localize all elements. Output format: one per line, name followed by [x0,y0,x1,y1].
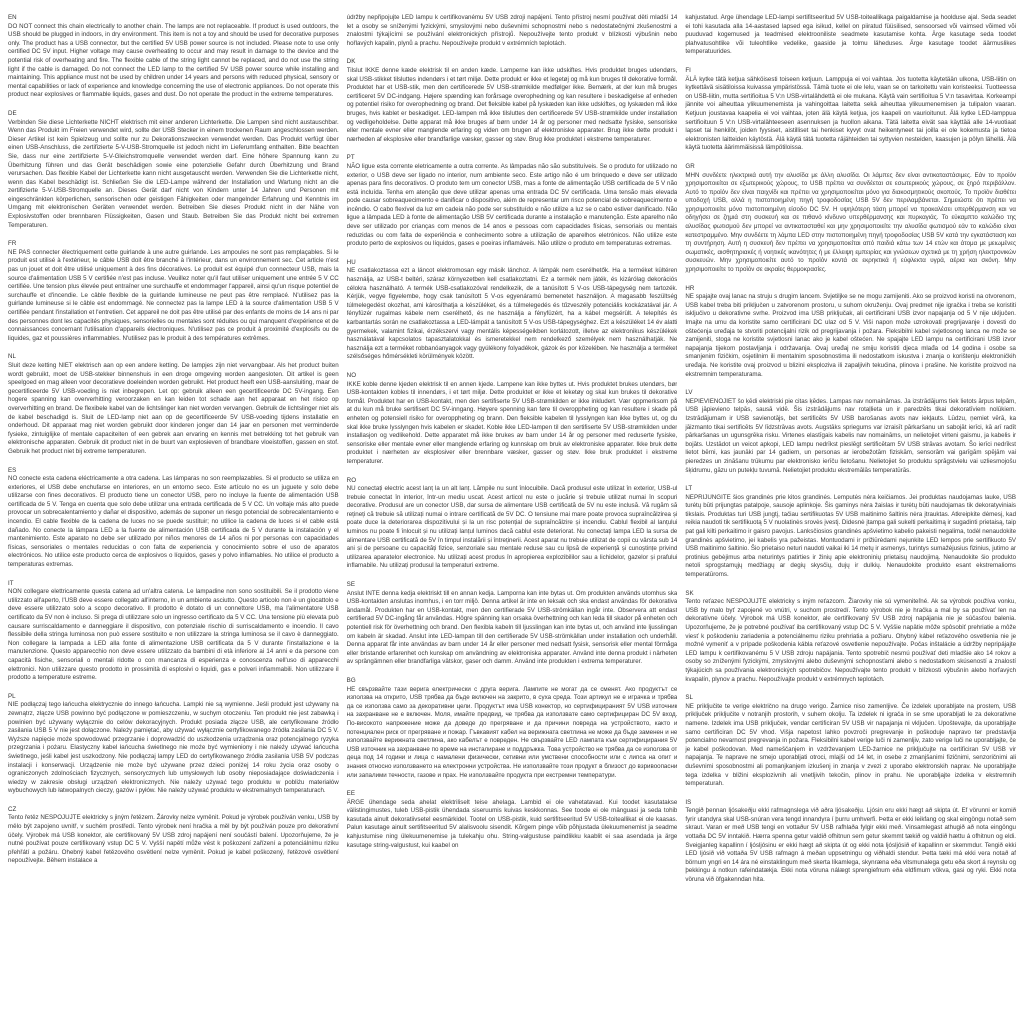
language-code: SK [685,589,694,597]
language-section [8,240,339,343]
language-section [685,389,1016,475]
warning-text: ΜΗΝ συνδέετε ηλεκτρικά αυτή την αλυσίδα με άλλη αλυσίδα. Οι λάμπες δεν είναι αντικαταστάσιμες. Εάν το προϊόν χρησιμοποιείται σε εξωτερικούς χώρους, το USB πρέπει να συνδέεται σε εσωτερικούς χώρους, σε ξηρό περιβάλλον. Αυτό το προϊόν δεν είναι παιχνίδι και πρέπει να χρησιμοποιείται μόνο για διακοσμητικούς σκοπούς. Το προϊόν διαθέτει υποδοχή USB, αλλά η πιστοποιημένη πηγή τροφοδοσίας USB 5V δεν περιλαμβάνεται. Σημειώστε ότι πρέπει να χρησιμοποιείτε μόνο πιστοποιημένη είσοδο DC 5V. Η υψηλότερη τάση μπορεί να προκαλέσει υπερθέρμανση και να οδηγήσει σε ζημιά στη συσκευή και σε πιθανό κίνδυνο υπερθέρμανσης και πυρκαγιάς. Το εύκαμπτο καλώδιο της αλυσίδας φωτισμού δεν μπορεί να αντικατασταθεί και μην χρησιμοποιείτε την αλυσίδα φωτισμού εάν το καλώδιο είναι κατεστραμμένο. Μην συνδέετε τη λάμπα LED στην πιστοποιημένη πηγή τροφοδοσίας USB 5V κατά την εγκατάσταση και τη συντήρηση. Αυτή η συσκευή δεν πρέπει να χρησιμοποιείται από παιδιά κάτω των 14 ετών και άτομα με μειωμένες σωματικές, αισθητηριακές ή νοητικές ικανότητες ή με έλλειψη εμπειρίας και γνώσεων σχετικά με τη χρήση ηλεκτρονικών συσκευών. Μην χρησιμοποιείτε αυτό το προϊόν κοντά σε εκρηκτικά ή εύφλεκτα υγρά, αέρια και σκόνη. Μην χρησιμοποιείτε το προϊόν σε ακραίες θερμοκρασίες. [685,171,1017,274]
warning-text: údržby nepřipojujte LED lampu k certifikovanému 5V USB zdroji napájení. Tento přístroj nesmí používat děti mladší 14 let a osoby se sníženými fyzickými, smyslovými nebo duševními schopnostmi nebo s nedostatečnými zkušenostmi a znalostmi týkajícími se používání elektronických přístrojů. Nepoužívejte tento produkt v blízkosti výbušnin nebo hořlavých kapalin, plynů a prachu. Nepoužívejte produkt v extrémních teplotách. [346,14,678,47]
language-section [685,590,1016,685]
language-section [8,693,339,796]
language-section [685,14,1016,57]
language-code: EE [346,790,356,798]
language-code: DK [346,58,356,66]
warning-text: Tento řetěz NESPOJUJTE elektricky s jiným řetězem. Žárovky nelze vyměnit. Pokud je výrobek používán venku, USB by mělo být zapojeno uvnitř, v suchém prostředí. Tento výrobek není hračka a měl by být používán pouze pro dekorativní účely. Výrobek má USB konektor, ale certifikovaný 5V USB zdroj napájení není součástí balení. Upozorňujeme, že je nutné používat pouze certifikovaný vstup DC 5 V. Vyšší napětí může vést k poškození zařízení a potenciálnímu riziku přehřátí a požáru. Ohebný kabel řetězového osvětlení nelze vyměnit. Pokud je kabel poškozený, řetězové osvětlení nepoužívejte. Během instalace a [8,814,339,865]
language-code: SE [346,581,356,589]
warning-text: NON collegare elettricamente questa catena ad un'altra catena. Le lampadine non sono sostituibili. Se il prodotto viene utilizzato all'aperto, l'USB deve essere collegato all'interno, in un ambiente asciutto. Questo articolo non è un giocattolo e deve essere utilizzato solo a scopo decorativo. Il prodotto è dotato di un connettore USB, ma l'alimentatore USB certificato da 5V non è incluso. Si prega di utilizzare solo un ingresso certificato da 5 V CC. Una tensione più elevata può causare surriscaldamento e danneggiare il dispositivo, con potenziale rischio di surriscaldamento e incendio. Il cavo flessibile della stringa luminosa non può essere sostituito e non utilizzare la stringa luminosa se il cavo è danneggiato. Non collegare la lampada a LED alla fonte di alimentazione USB certificata da 5 V durante l'installazione e la manutenzione. Questo apparecchio non deve essere utilizzato da bambini di età inferiore ai 14 anni e da persone con capacità fisiche, sensoriali o mentali ridotte o con mancanza di esperienza e conoscenza nell'uso di apparecchi elettronici. Non utilizzare questo prodotto in prossimità di esplosivi o liquidi, gas e polveri infiammabili. Non utilizzare il prodotto a temperature estreme. [8,588,339,682]
warning-text: NE PAS connecter électriquement cette guirlande à une autre guirlande. Les ampoules ne sont pas remplaçables. Si le produit est utilisé à l'extérieur, le câble USB doit être branché à l'intérieur, dans un environnement sec. Cet article n'est pas un jouet et doit être utilisé uniquement à des fins décoratives. Le produit est équipé d'un connecteur USB, mais la source d'alimentation USB 5 V certifiée n'est pas incluse. Veuillez noter qu'il faut utiliser uniquement une entrée 5 V CC certifiée. Une tension plus élevée peut entraîner une surchauffe et endommager l'appareil, ainsi qu'un risque potentiel de surchauffe et d'incendie. Le câble flexible de la guirlande lumineuse ne peut pas être remplacé. N'utilisez pas la guirlande lumineuse si le câble est endommagé. Ne connectez pas la lampe LED à la source d'alimentation USB 5 V certifiée pendant l'installation et l'entretien. Cet appareil ne doit pas être utilisé par des enfants de moins de 14 ans ni par des personnes dont les capacités physiques, sensorielles ou mentales sont réduites ou qui manquent d'expérience et de connaissances concernant l'utilisation d'appareils électroniques. N'utilisez pas ce produit à proximité d'explosifs ou de liquides, gaz et poussières inflammables. N'utilisez pas le produit à des températures extrêmes. [8,248,339,342]
language-code: FR [8,240,17,248]
warning-text: DO NOT connect this chain electrically to another chain. The lamps are not replaceable. If product is used outdoors, the USB should be plugged in indoors, in dry environment. This item is not a toy and should be used for decorative purposes only. The product has a USB connector, but the certified 5V USB power source is not included. Please note to use only certified DC 5V input. Higher voltage may cause overheating to occur and may result in damage to the device and the potential risk of overheating and fire. The flexible cable of the string light cannot be replaced, and do not use the string light if the cable is damaged. Do not connect the LED lamp to the certified 5V USB power source while installing and maintaining. This appliance must not be used by children under 14 years and persons with reduced physical, sensory or mental capabilities or lack of experience and knowledge concerning the use of electronic appliances. Do not operate this product near explosives or flammable liquids, gases and dust. Do not operate the product in the extreme temperatures. [8,22,339,99]
language-code: SL [685,694,694,702]
language-section [347,677,678,780]
language-code: PT [346,154,355,162]
language-section [8,353,339,456]
language-section [685,163,1016,275]
warning-text: ÄRGE ühendage seda ahelat elektriliselt teise ahelaga. Lambid ei ole vahetatavad. Kui toodet kasutatakse välistingimustes, tuleb USB-pistik ühendada siseruumis kuivas keskkonnas. See toode ei ole mänguasi ja seda tohib kasutada ainult dekoratiivsetel eesmärkidel. Tootel on USB-pistik, kuid sertifitseeritud 5V USB-toiteallikat ei ole kaasas. Palun kasutage ainult sertifitseeritud 5V alalisvoolu sisendit. Kõrgem pinge võib põhjustada ülekuumenemist ja seadme kahjustumise ning ülekuumenemise ja tulekahju ohu. String-valgustuse paindlikku kaablit ei saa asendada ja ärge kasutage string-valgustust, kui kaabel on [346,798,678,849]
column-2 [347,14,678,1018]
language-section [8,467,339,570]
language-code: NL [8,353,17,361]
warning-text: Sluit deze ketting NIET elektrisch aan op een andere ketting. De lampjes zijn niet vervangbaar. Als het product buiten wordt gebruikt, moet de USB-stekker binnenshuis in een droge omgeving worden aangesloten. Dit artikel is geen speelgoed en mag alleen voor decoratieve doeleinden worden gebruikt. Het product heeft een USB-aansluiting, maar de gecertificeerde 5V USB-voeding is niet inbegrepen. Let op: gebruik alleen een gecertificeerde DC 5V-ingang. Een hogere spanning kan oververhitting veroorzaken en kan leiden tot schade aan het apparaat en het risico op oververhitting en brand. De flexibele kabel van de lichtslinger kan niet worden vervangen. Gebruik de lichtslinger niet als de kabel beschadigd is. Sluit de LED-lamp niet aan op de gecertificeerde 5V USB-voeding tijdens installatie en onderhoud. Dit apparaat mag niet worden gebruikt door kinderen jonger dan 14 jaar en personen met verminderde fysieke, zintuiglijke of mentale capaciteiten of een gebrek aan ervaring en kennis met betrekking tot het gebruik van elektronische apparaten. Gebruik dit product niet in de buurt van explosieven of brandbare vloeistoffen, gassen en stof. Gebruik het product niet bij extreme temperaturen. [8,361,339,455]
language-section [685,67,1016,153]
language-section [347,790,678,850]
warning-text: Tilslut IKKE denne kæde elektrisk til en anden kæde. Lamperne kan ikke udskiftes. Hvis produktet bruges udendørs, skal USB-stikket tilsluttes indendørs i et tørt miljø. Dette produkt er ikke et legetøj og må kun bruges til dekorative formål. Produktet har et USB-stik, men den certificerede 5V USB-strømkilde medfølger ikke. Bemærk, at der kun må bruges certificeret 5V DC-indgang. Højere spænding kan forårsage overophedning og kan resultere i beskadigelse af enheden og potentiel risiko for overophedning og brand. Det fleksible kabel på lyskæden kan ikke udskiftes, og lyskæden må ikke bruges, hvis kablet er beskadiget. LED-lampen må ikke tilsluttes den certificerede 5V USB-strømkilde under installation og vedligeholdelse. Dette apparat må ikke bruges af børn under 14 år og personer med nedsatte fysiske, sensoriske eller mentale evner eller manglende erfaring og viden om brugen af elektroniske apparater. Brug ikke dette produkt i nærheden af eksplosive eller brandfarlige væsker, gasser og støv. Brug ikke produktet i ekstreme temperaturer. [346,66,678,143]
warning-text: НЕ свързвайте тази верига електрически с друга верига. Лампите не могат да се сменят. Ако продуктът се използва на открито, USB трябва да бъде включен на закрито, в суха среда. Този артикул не е играчка и трябва да се използва само за декоративни цели. Продуктът има USB конектор, но сертифицираният 5V USB източник на захранване не е включен. Моля, имайте предвид, че трябва да използвате само сертифициран DC 5V вход. По-високото напрежение може да доведе до прегряване и да причини повреда на устройството, както и потенциален риск от прегряване и пожар. Гъвкавият кабел на верижната светлина не може да бъде заменен и не използвайте верижната светлина, ако кабелът е повреден. Не свързвайте LED лампата към сертифицирания 5V USB източник на захранване по време на инсталиране и поддръжка. Това устройство не трябва да се използва от деца под 14 години и лица с намалени физически, сетивни или умствени способности или с липса на опит и знания относно използването на електронни устройства. Не използвайте този продукт в близост до взривоопасни или запалими течности, газове и прах. Не използвайте продукта при екстремни температури. [346,685,678,779]
language-section [685,285,1016,380]
language-code: EN [8,14,17,21]
warning-text: ÄLÄ kytke tätä ketjua sähköisesti toiseen ketjuun. Lamppuja ei voi vaihtaa. Jos tuotetta käytetään ulkona, USB-liitin on kytkettävä sisätiloissa kuivassa ympäristössä. Tämä tuote ei ole lelu, vaan se on tarkoitettu vain koristeeksi. Tuotteessa on USB-liitin, mutta sertifioitua 5 V:n USB-virtalähdettä ei ole mukana. Käytä vain sertifioitua 5 V:n tasavirtaa. Korkeampi jännite voi aiheuttaa ylikuumenemista ja vahingoittaa laitetta sekä aiheuttaa ylikuumenemisen ja tulipalon vaaran. Ketjuun joustavaa kaapelia ei voi vaihtaa, joten älä käytä ketjua, jos kaapeli on vaurioitunut. Älä kytke LED-lamppua sertifioituun 5 V:n USB-virtalähteeseen asennuksen ja huollon aikana. Tätä laitetta eivät saa käyttää alle 14-vuotiaat lapset tai henkilöt, joiden fyysiset, aistilliset tai henkiset kyvyt ovat heikentyneet tai joilla ei ole kokemusta ja tietoa elektronisten laitteiden käytöstä. Älä käytä tätä tuotetta räjähteiden tai syttyvien nesteiden, kaasujen ja pölyn lähellä. Älä käytä tuotetta äärimmäisissä lämpötiloissa. [685,75,1017,152]
warning-text: NE priključite te verige električno na drugo verigo. Žarnice niso zamenljive. Če izdelek uporabljate na prostem, USB priključek priključite v notranjih prostorih, v suhem okolju. Ta izdelek ni igrača in se sme uporabljati le za dekorativne namene. Izdelek ima USB priključek, vendar certificiran 5V USB vir napajanja ni vključen. Upoštevajte, da uporabljajte samo certificiran DC 5V vhod. Višja napetost lahko povzroči pregrevanje in poškoduje napravo ter predstavlja potencialno nevarnost pregrevanja in požara. Fleksibilni kabel verige luči ni zamenljiv, zato verige luči ne uporabljajte, če je kabel poškodovan. Med nameščanjem in vzdrževanjem LED-žarnice ne priključujte na certificiran 5V USB vir napajanja. Te naprave ne smejo uporabljati otroci, mlajši od 14 let, in osebe z zmanjšanimi fizičnimi, senzoričnimi ali duševnimi sposobnostmi ali pomanjkanjem izkušenj in znanja v zvezi z uporabo elektronskih naprav. Ne uporabljajte tega izdelka v bližini eksplozivnih ali vnetljivih tekočin, plinov in prahu. Ne uporabljajte izdelka v ekstremnih temperaturah. [685,702,1017,788]
language-section [8,580,339,683]
language-code: BG [346,676,356,684]
warning-text: NEPRIJUNGITE šios grandinės prie kitos grandinės. Lemputės nėra keičiamos. Jei produktas naudojamas lauke, USB turėtų būti prijungtas patalpoje, sausoje aplinkoje. Šis gaminys nėra žaislas ir turėtų būti naudojamas tik dekoratyviniais tikslais. Produktas turi USB jungtį, tačiau sertifikuotas 5V USB maitinimo šaltinis nėra įtrauktas. Atkreipkite dėmesį, kad reikia naudoti tik sertifikuotą 5 V nuolatinės srovės įvestį. Didesnė įtampa gali sukelti perkaitimą ir sugadinti prietaisą, taip pat gali kilti perkaitimo ir gaisro pavojus. Lanksčiosios grandinės apšvietimo kabelio pakeisti negalima, todėl nenaudokite grandinės apšvietimo, jei kabelis yra pažeistas. Montuodami ir prižiūrėdami nejunkite LED lempos prie sertifikuoto 5V USB maitinimo šaltinio. Šio prietaiso neturi naudoti vaikai iki 14 metų ir asmenys, turintys sumažėjusius fizinius, jutimo ar protinius gebėjimus arba neturintys patirties ir žinių apie elektroninių prietaisų naudojimą. Nenaudokite šio produkto netoli sprogstamųjų medžiagų ar degių skysčių, dujų ir dulkių. Nenaudokite produkto esant ekstremalioms temperatūroms. [685,493,1017,579]
warning-text: kahjustatud. Ärge ühendage LED-lampi sertifitseeritud 5V USB-toiteallikaga paigaldamise ja hoolduse ajal. Seda seadet ei tohi kasutada alla 14-aastased lapsed ega isikud, kellel on piiratud füüsilised, sensoorsed või vaimsed võimed või puuduvad kogemused ja teadmised elektrooniliste seadmete kasutamise kohta. Ärge kasutage seda toodet plahvatusohtlike või tuleohtlike vedelike, gaaside ja tolmu läheduses. Ärge kasutage toodet äärmuslikes temperatuurides. [685,14,1017,56]
language-code: LV [685,389,693,397]
warning-text: Tento reťazec NESPOJUJTE elektricky s iným reťazcom. Žiarovky nie sú vymeniteľné. Ak sa výrobok používa vonku, USB by malo byť zapojené vo vnútri, v suchom prostredí. Tento výrobok nie je hračka a mal by sa používať len na dekoratívne účely. Výrobok má USB konektor, ale certifikovaný 5V USB zdroj napájania nie je súčasťou balenia. Upozorňujeme, že je potrebné používať iba certifikovaný vstup DC 5 V. Vyššie napätie môže spôsobiť prehriatie a môže viesť k poškodeniu zariadenia a potenciálnemu riziku prehriatia a požiaru. Ohybný kábel reťazového osvetlenia nie je možné vymeniť a v prípade poškodenia kábla reťazové osvetlenie nepoužívajte. Počas inštalácie a údržby nepripájajte LED lampu k certifikovanému 5 V USB zdroju napájania. Tento spotrebič nesmú používať deti mladšie ako 14 rokov a osoby so zníženými fyzickými, zmyslovými alebo duševnými schopnosťami alebo s nedostatkom skúseností a znalostí týkajúcich sa používania elektronických spotrebičov. Nepoužívajte tento produkt v blízkosti výbušnín alebo horľavých kvapalín, plynov a prachu. Nepoužívajte produkt v extrémnych teplotách. [685,598,1017,683]
language-section [685,799,1016,885]
warning-text: NÃO ligue esta corrente eletricamente a outra corrente. As lâmpadas não são substituíveis. Se o produto for utilizado no exterior, o USB deve ser ligado no interior, num ambiente seco. Este artigo não é um brinquedo e deve ser utilizado apenas para fins decorativos. O produto tem um conector USB, mas a fonte de alimentação USB certificada de 5 V não está incluída. Tenha em atenção que deve utilizar apenas uma entrada DC 5V certificada. Uma tensão mais elevada pode causar sobreaquecimento e danificar o dispositivo, além de representar um risco potencial de sobreaquecimento e incêndio. O cabo flexível da luz em cadeia não pode ser substituído e não utilize a luz se o cabo estiver danificado. Não ligue a lâmpada LED à fonte de alimentação USB 5V certificada durante a instalação e manutenção. Este aparelho não deve ser utilizado por crianças com menos de 14 anos e pessoas com capacidades físicas, sensoriais ou mentais reduzidas ou com falta de experiência e conhecimento sobre a utilização de aparelhos eletrónicos. Não utilize este produto perto de explosivos ou líquidos, gases e poeiras inflamáveis. Não utilize o produto em temperaturas extremas. [346,162,678,248]
language-code: NO [346,371,357,379]
language-code: GR [685,162,695,170]
warning-text: NIE podłączaj tego łańcucha elektrycznie do innego łańcucha. Lampki nie są wymienne. Jeśli produkt jest używany na zewnątrz, złącze USB powinno być podłączone w pomieszczeniu, w suchym otoczeniu. Ten produkt nie jest zabawką i powinien być używany wyłącznie do celów dekoracyjnych. Produkt posiada złącze USB, ale certyfikowane źródło zasilania USB 5 V nie jest dołączone. Należy pamiętać, aby używać wyłącznie certyfikowanego źródła zasilania DC 5 V. Wyższe napięcie może spowodować przegrzanie i doprowadzić do uszkodzenia urządzenia oraz potencjalnego ryzyka przegrzania i pożaru. Elastyczny kabel łańcucha świetlnego nie może być wymieniony i nie należy używać łańcucha świetlnego, jeśli kabel jest uszkodzony. Nie podłączaj lampy LED do certyfikowanego źródła zasilania USB 5V podczas instalacji i konserwacji. Urządzenie nie może być używane przez dzieci poniżej 14 roku życia oraz osoby o ograniczonych zdolnościach fizycznych, sensorycznych lub umysłowych lub osoby nieposiadające doświadczenia i wiedzy w zakresie obsługi urządzeń elektronicznych. Nie należy używać tego produktu w pobliżu materiałów wybuchowych lub łatwopalnych cieczy, gazów i pyłów. Nie należy używać produktu w ekstremalnych temperaturach. [8,701,339,795]
language-code: HR [685,284,695,292]
language-section [8,806,339,866]
warning-text: NE csatlakoztassa ezt a láncot elektromosan egy másik lánchoz. A lámpák nem cserélhetők. Ha a terméket kültéren használja, az USB-t beltéri, száraz környezetben kell csatlakoztatni. Ez a termék nem játék, és kizárólag dekorációs célokra használható. A termék USB-csatlakozóval rendelkezik, de a tanúsított 5 V-os USB-tápegység nem tartozék. Kérjük, vegye figyelembe, hogy csak tanúsított 5 V-os egyenáramú bemenetet használjon. A magasabb feszültség túlmelegedést okozhat, ami károsíthatja a készüléket, és a túlmelegedés és tűzveszély potenciális kockázatával jár. A fényfüzér rugalmas kábele nem cserélhető, és ne használja a fényfüzért, ha a kábel megsérült. A telepítés és karbantartás során ne csatlakoztassa a LED-lámpát a tanúsított 5 V-os USB-tápegységhez. Ezt a készüléket 14 év alatti gyermekek, valamint fizikai, érzékszervi vagy mentális képességeikben korlátozott, illetve az elektronikus készülékek használatával kapcsolatos tapasztalatokkal és ismeretekkel nem rendelkező személyek nem használhatják. Ne használja ezt a terméket robbanóanyagok vagy gyúlékony folyadékok, gázok és por közelében. Ne használja a terméket szélsőséges hőmérsékleti körülmények között. [346,267,678,361]
language-code: FI [685,66,691,74]
language-section [347,154,678,249]
warning-text: Tengið þennan ljósakeðju ekki rafmagnslega við aðra ljósakeðju. Ljósin eru ekki hægt að skipta út. Ef vörunni er komið fyrir utandyra skal USB-snúran vera tengd innandyra í þurru umhverfi. Þetta er ekki leikfang og skal eingöngu notað sem skraut. Varan er með USB tengi en vottaður 5V USB rafhlaða fylgir ekki með. Vinsamlegast athugið að nota eingöngu vottaða DC 5V inntakið. Hærra spenna getur valdið ofhitnun sem getur skemmt tækið og valdið hættu á ofhitnun og eldi. Sveigjanleg kapallinn í ljósljósinu er ekki hægt að skipta út og ekki nota ljósljósið ef kapallinn er skemmdur. Tengið ekki LED ljósið við vottaða 5V USB rafmagn á meðan uppsetningu og viðhaldi stendur. Þetta tæki má ekki vera notað af börnum yngri en 14 ára né einstaklingum með skerta líkamlega, skynræna eða vitsmunalega getu eða skort á reynslu og þekkingu á notkun rafeindatækja. Ekki nota vöruna nálægt sprengiefnum eða eldfimum vökva, gasi og ryki. Ekki nota vöruna við öfgakenndan hita. [685,807,1017,884]
language-section [347,477,678,572]
language-code: LT [685,485,693,493]
language-code: DE [8,109,17,117]
language-code: RO [346,476,357,484]
language-section [347,259,678,362]
language-section [347,58,678,144]
column-1 [8,14,339,1018]
language-section [347,581,678,667]
language-code: ES [8,466,17,474]
warning-text: Verbinden Sie diese Lichterkette NICHT elektrisch mit einer anderen Lichterkette. Die Lampen sind nicht austauschbar. Wenn das Produkt im Freien verwendet wird, sollte der USB Stecker in einem trockenen Raum angeschlossen werden. Dieser Artikel ist kein Spielzeug und sollte nur zu Dekorationszwecken verwendet werden. Das Produkt verfügt über einen USB-Anschluss, die zertifizierte 5-V-USB-Stromquelle ist jedoch nicht im Lieferumfang enthalten. Bitte beachten Sie, dass nur eine zertifizierte 5-V-Gleichstromquelle verwendet werden darf. Eine höhere Spannung kann zu Überhitzung führen und das Gerät beschädigen sowie eine potenzielle Gefahr durch Überhitzung und Brand verursachen. Das flexible Kabel der Lichterkette kann nicht ausgetauscht werden. Verwenden Sie die Lichterkette nicht, wenn das Kabel beschädigt ist. Schließen Sie die LED-Lampe während der Installation und Wartung nicht an die zertifizierte 5-V-USB-Stromquelle an. Dieses Gerät darf nicht von Kindern unter 14 Jahren und Personen mit eingeschränkten körperlichen, sensorischen oder geistigen Fähigkeiten oder mangelnder Erfahrung und Kenntnis im Umgang mit elektronischen Geräten verwendet werden. Betreiben Sie dieses Produkt nicht in der Nähe von Explosivstoffen oder brennbaren Flüssigkeiten, Gasen und Staub. Betreiben Sie das Produkt nicht bei extremen Temperaturen. [8,118,339,229]
language-section [685,485,1016,580]
language-section [347,14,678,48]
warning-text: NE spajajte ovaj lanac na struju s drugim lancem. Svjetiljke se ne mogu zamijeniti. Ako se proizvod koristi na otvorenom, USB kabel treba biti priključen u zatvorenom prostoru, u suhom okruženju. Ovaj predmet nije igračka i treba se koristiti isključivo u dekorativne svrhe. Proizvod ima USB priključak, ali certificirani USB izvor napajanja od 5 V nije uključen. Imajte na umu da koristite samo certificirani DC ulaz od 5 V. Viši napon može uzrokovati pregrijavanje i dovesti do oštećenja uređaja te stvoriti potencijalni rizik od pregrijavanja i požara. Fleksibilni kabel svjetlosnog lanca ne može se zamijeniti, stoga ne koristite svjetlosni lanac ako je kabel oštećen. Ne spajajte LED lampu na certificirani USB izvor napajanja tijekom postavljanja i održavanja. Ovaj uređaj ne smiju koristiti djeca mlađa od 14 godina i osobe sa smanjenim fizičkim, osjetilnim ili mentalnim sposobnostima ili nedostatkom iskustva i znanja o korištenju elektroničkih uređaja. Ne koristite ovaj proizvod u blizini eksploziva ili zapaljivih tekućina, plinova i prašine. Ne koristite proizvod na ekstremnim temperaturama. [685,293,1017,378]
column-3 [685,14,1016,1018]
warning-text: Anslut INTE denna kedja elektriskt till en annan kedja. Lamporna kan inte bytas ut. Om produkten används utomhus ska USB-kontakten anslutas inomhus, i en torr miljö. Denna artikel är inte en leksak och ska endast användas för dekorativa ändamål. Produkten har en USB-kontakt, men den certifierade 5V USB-strömkällan ingår inte. Observera att endast certifierad 5V DC-ingång får användas. Högre spänning kan orsaka överhettning och kan leda till skador på enheten och potentiell risk för överhettning och brand. Den flexibla kabeln till ljusslingan kan inte bytas ut, och använd inte ljusslingan om kabeln är skadad. Anslut inte LED-lampan till den certifierade 5V USB-strömkällan under installation och underhåll. Denna apparat får inte användas av barn under 14 år eller personer med nedsatt fysisk, sensorisk eller mental förmåga eller bristande erfarenhet och kunskap om användning av elektroniska apparater. Använd inte denna produkt i närheten av sprängämnen eller brandfarliga vätskor, gaser och damm. Använd inte produkten i extrema temperaturer. [346,589,678,666]
language-code: CZ [8,805,17,813]
language-code: PL [8,692,16,700]
language-section [8,110,339,230]
language-code: IT [8,579,14,587]
language-code: HU [346,258,356,266]
warning-text: IKKE koble denne kjeden elektrisk til en annen kjede. Lampene kan ikke byttes ut. Hvis produktet brukes utendørs, bør USB-kontakten kobles til innendørs, i et tørt miljø. Dette produktet er ikke et leketøy og skal kun brukes til dekorative formål. Produktet har en USB-kontakt, men den sertifiserte 5V USB-strømkilden er ikke inkludert. Vær oppmerksom på at du kun må bruke sertifisert DC 5V-inngang. Høyere spenning kan føre til overoppheting og kan resultere i skade på enheten og potensiell risiko for overoppheting og brann. Den fleksible kabelen til lysslyngen kan ikke byttes ut, og du skal ikke bruke lysslyngen hvis kabelen er skadet. Koble ikke LED-lampen til den sertifiserte 5V USB-strømkilden under installasjon og vedlikehold. Dette apparatet må ikke brukes av barn under 14 år og personer med reduserte fysiske, sensoriske eller mentale evner eller manglende erfaring og kunnskap om bruk av elektroniske apparater. Ikke bruk dette produktet i nærheten av eksplosiver eller brennbare væsker, gasser og støv. Ikke bruk produktet i ekstreme temperaturer. [346,380,678,465]
warning-text: NU conectați electric acest lanț la un alt lanț. Lămpile nu sunt înlocuibile. Dacă produsul este utilizat în exterior, USB-ul trebuie conectat în interior, într-un mediu uscat. Acest articol nu este o jucărie și trebuie utilizat numai în scopuri decorative. Produsul are un conector USB, dar sursa de alimentare USB certificată de 5V nu este inclusă. Vă rugăm să rețineți că trebuie să utilizați numai o intrare certificată de 5V DC. O tensiune mai mare poate provoca supraîncălzirea și poate duce la deteriorarea dispozitivului și la un risc potențial de supraîncălzire și incendiu. Cablul flexibil al lanțului luminos nu poate fi înlocuit și nu utilizați lanțul luminos dacă cablul este deteriorat. Nu conectați lampa LED la sursa de alimentare USB certificată de 5V în timpul instalării și întreținerii. Acest aparat nu trebuie utilizat de copii cu vârsta sub 14 ani și de persoane cu capacități fizice, senzoriale sau mentale reduse sau cu lipsă de experiență și cunoștințe privind utilizarea aparatelor electronice. Nu utilizați acest produs în apropierea explozibililor sau a lichidelor, gazelor și prafului inflamabile. Nu utilizați produsul la temperaturi extreme. [346,485,678,570]
language-section [8,14,339,100]
language-section [685,694,1016,789]
language-code: IS [685,798,692,806]
warning-text: NEPIEVIENOJIET šo ķēdi elektriski pie citas ķēdes. Lampas nav nomaināmas. Ja izstrādājums tiek lietots ārpus telpām, USB jāpievieno telpās, sausā vidē. Šis izstrādājums nav rotaļlieta un ir paredzēts tikai dekoratīviem nolūkiem. Izstrādājumam ir USB savienotājs, bet sertificēts 5V USB barošanas avots nav iekļauts. Lūdzu, ņemiet vērā, ka jāizmanto tikai sertificēts 5V līdzstrāvas avots. Augstāks spriegums var izraisīt pārkaršanu un sabojāt ierīci, kā arī radīt pārkaršanas un ugunsgrēka risku. Virtenes elastīgais kabelis nav nomaināms, un nelietojiet virteni gaismu, ja kabelis ir bojāts. Uzstādot un veicot apkopi, LED lampu nedrīkst pieslēgt sertificētam 5V USB strāvas avotam. Šo ierīci nedrīkst lietot bērni, kas jaunāki par 14 gadiem, un personas ar ierobežotām fiziskām, sensorām vai garīgām spējām vai pieredzes un zināšanu trūkumu par elektronisko ierīču lietošanu. Nelietojiet šo produktu sprāgstvielu vai uzliesmojošu šķidrumu, gāzu un putekļu tuvumā. Nelietojiet produktu ekstremālās temperatūrās. [685,397,1017,474]
language-section [347,372,678,467]
warning-text: NO conecte esta cadena eléctricamente a otra cadena. Las lámparas no son reemplazables. Si el producto se utiliza en exteriores, el USB debe enchufarse en interiores, en un entorno seco. Este artículo no es un juguete y solo debe utilizarse con fines decorativos. El producto tiene un conector USB, pero no incluye la fuente de alimentación USB certificada de 5 V. Tenga en cuenta que solo debe utilizar una entrada certificada de 5 V CC. Un voltaje más alto puede provocar un sobrecalentamiento y dañar el dispositivo, además de suponer un riesgo potencial de sobrecalentamiento e incendio. El cable flexible de la cadena de luces no se puede sustituir; no utilice la cadena de luces si el cable está dañado. No conecte la lámpara LED a la fuente de alimentación USB certificada de 5 V durante la instalación y el mantenimiento. Este aparato no debe ser utilizado por niños menores de 14 años ni por personas con capacidades físicas, sensoriales o mentales reducidas o con falta de experiencia y conocimiento sobre el uso de aparatos electrónicos. No utilice este producto cerca de explosivos o líquidos, gases y polvo inflamables. No utilice el producto a temperaturas extremas. [8,475,339,569]
